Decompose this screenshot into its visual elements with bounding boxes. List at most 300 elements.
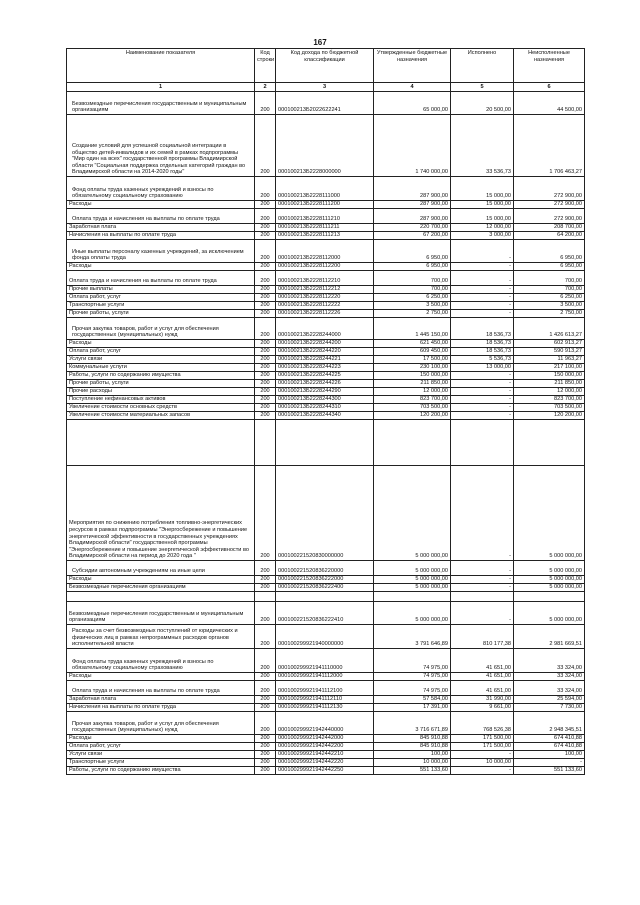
empty-cell bbox=[276, 420, 374, 466]
cell-executed: 810 177,38 bbox=[451, 625, 514, 649]
table-header-row bbox=[67, 49, 585, 83]
cell-line: 200 bbox=[255, 372, 276, 380]
cell-name: Расходы за счет безвозмездных поступлений от юридических и физических лиц в рамках непрограммных расходов органов исполнительной власти bbox=[67, 625, 255, 649]
cell-approved: 5 000 000,00 bbox=[374, 561, 451, 576]
cell-name: Иные выплаты персоналу казенных учреждений, за исключением фонда оплаты труда bbox=[67, 240, 255, 263]
cell-executed: - bbox=[451, 584, 514, 592]
cell-name: Субсидии автономным учреждениям на иные цели bbox=[67, 561, 255, 576]
cell-approved: 1 445 150,00 bbox=[374, 318, 451, 340]
cell-executed: - bbox=[451, 412, 514, 420]
table-row bbox=[67, 466, 585, 561]
cell-approved: 100,00 bbox=[374, 751, 451, 759]
header-name: Наименование показателя bbox=[67, 49, 255, 83]
spacer-row bbox=[67, 420, 585, 466]
cell-line: 200 bbox=[255, 201, 276, 209]
cell-executed: 33 536,73 bbox=[451, 115, 514, 177]
cell-name: Расходы bbox=[67, 735, 255, 743]
cell-name: Расходы bbox=[67, 340, 255, 348]
cell-approved: 6 950,00 bbox=[374, 240, 451, 263]
cell-line: 200 bbox=[255, 271, 276, 286]
cell-line: 200 bbox=[255, 380, 276, 388]
cell-name: Транспортные услуги bbox=[67, 759, 255, 767]
cell-approved: 17 391,00 bbox=[374, 704, 451, 712]
cell-name: Увеличение стоимости основных средств bbox=[67, 404, 255, 412]
cell-kbk: 000100299921941112100 bbox=[276, 681, 374, 696]
cell-kbk: 000100213Б2228112222 bbox=[276, 302, 374, 310]
table-row bbox=[67, 271, 585, 286]
cell-kbk: 000100213Б2228244226 bbox=[276, 380, 374, 388]
cell-approved: 211 850,00 bbox=[374, 380, 451, 388]
cell-line: 200 bbox=[255, 240, 276, 263]
cell-approved: 287 900,00 bbox=[374, 177, 451, 201]
cell-approved: 609 450,00 bbox=[374, 348, 451, 356]
cell-name: Коммунальные услуги bbox=[67, 364, 255, 372]
cell-executed: 171 500,00 bbox=[451, 735, 514, 743]
empty-cell bbox=[451, 420, 514, 466]
empty-cell bbox=[276, 592, 374, 602]
cell-kbk: 000100299921942442000 bbox=[276, 735, 374, 743]
cell-unexecuted: 208 700,00 bbox=[514, 224, 585, 232]
cell-approved: 5 000 000,00 bbox=[374, 576, 451, 584]
cell-approved: 3 791 646,89 bbox=[374, 625, 451, 649]
cell-name: Начисления на выплаты по оплате труда bbox=[67, 232, 255, 240]
table-row bbox=[67, 310, 585, 318]
cell-approved: 845 910,88 bbox=[374, 743, 451, 751]
cell-kbk: 000100213Б2228244220 bbox=[276, 348, 374, 356]
cell-kbk: 000100221520836222400 bbox=[276, 584, 374, 592]
cell-executed: - bbox=[451, 240, 514, 263]
cell-kbk: 000100299921941112110 bbox=[276, 696, 374, 704]
column-number: 5 bbox=[451, 83, 514, 92]
cell-line: 200 bbox=[255, 673, 276, 681]
cell-line: 200 bbox=[255, 356, 276, 364]
cell-executed: - bbox=[451, 310, 514, 318]
column-number: 2 bbox=[255, 83, 276, 92]
cell-line: 200 bbox=[255, 649, 276, 673]
cell-line: 200 bbox=[255, 396, 276, 404]
table-body bbox=[67, 92, 585, 775]
table-row bbox=[67, 743, 585, 751]
cell-unexecuted: 700,00 bbox=[514, 271, 585, 286]
cell-executed: 18 536,73 bbox=[451, 340, 514, 348]
cell-line: 200 bbox=[255, 759, 276, 767]
cell-line: 200 bbox=[255, 696, 276, 704]
cell-executed: 41 651,00 bbox=[451, 673, 514, 681]
cell-executed: 15 000,00 bbox=[451, 177, 514, 201]
cell-unexecuted: 272 900,00 bbox=[514, 177, 585, 201]
cell-line: 200 bbox=[255, 388, 276, 396]
header-executed: Исполнено bbox=[451, 49, 514, 83]
cell-executed: 18 536,73 bbox=[451, 318, 514, 340]
cell-line: 200 bbox=[255, 404, 276, 412]
cell-name: Прочие расходы bbox=[67, 388, 255, 396]
cell-line: 200 bbox=[255, 767, 276, 775]
cell-name: Расходы bbox=[67, 263, 255, 271]
cell-name: Оплата труда и начисления на выплаты по оплате труда bbox=[67, 209, 255, 224]
cell-unexecuted: 551 133,60 bbox=[514, 767, 585, 775]
cell-unexecuted: 674 410,88 bbox=[514, 743, 585, 751]
table-row bbox=[67, 356, 585, 364]
cell-approved: 551 133,60 bbox=[374, 767, 451, 775]
cell-approved: 287 900,00 bbox=[374, 201, 451, 209]
cell-kbk: 000100213Б2228112212 bbox=[276, 286, 374, 294]
table-row bbox=[67, 348, 585, 356]
cell-kbk: 000100299921942442250 bbox=[276, 767, 374, 775]
cell-unexecuted: 33 324,00 bbox=[514, 673, 585, 681]
cell-line: 200 bbox=[255, 743, 276, 751]
cell-executed: - bbox=[451, 751, 514, 759]
cell-line: 200 bbox=[255, 625, 276, 649]
table-row bbox=[67, 396, 585, 404]
cell-line: 200 bbox=[255, 92, 276, 115]
cell-name: Безвозмездные перечисления государственным и муниципальным организациям bbox=[67, 92, 255, 115]
cell-name: Начисления на выплаты по оплате труда bbox=[67, 704, 255, 712]
cell-line: 200 bbox=[255, 263, 276, 271]
cell-name: Работы, услуги по содержанию имущества bbox=[67, 767, 255, 775]
cell-line: 200 bbox=[255, 364, 276, 372]
cell-line: 200 bbox=[255, 348, 276, 356]
budget-execution-table bbox=[66, 48, 585, 775]
cell-kbk: 000100299921940000000 bbox=[276, 625, 374, 649]
cell-approved: 700,00 bbox=[374, 286, 451, 294]
page-number: 167 bbox=[313, 38, 327, 47]
cell-approved: 5 000 000,00 bbox=[374, 602, 451, 625]
cell-line: 200 bbox=[255, 302, 276, 310]
cell-executed: 12 000,00 bbox=[451, 224, 514, 232]
cell-kbk: 000100213Б2228112210 bbox=[276, 271, 374, 286]
cell-approved: 120 200,00 bbox=[374, 412, 451, 420]
cell-unexecuted: 33 324,00 bbox=[514, 681, 585, 696]
cell-unexecuted: 5 000 000,00 bbox=[514, 584, 585, 592]
cell-unexecuted: 64 200,00 bbox=[514, 232, 585, 240]
cell-executed: 5 536,73 bbox=[451, 356, 514, 364]
cell-line: 200 bbox=[255, 681, 276, 696]
cell-kbk: 000100213Б2228244340 bbox=[276, 412, 374, 420]
cell-unexecuted: 33 324,00 bbox=[514, 649, 585, 673]
cell-approved: 65 000,00 bbox=[374, 92, 451, 115]
cell-executed: 41 651,00 bbox=[451, 681, 514, 696]
table-row bbox=[67, 263, 585, 271]
table-row bbox=[67, 696, 585, 704]
cell-executed: 18 536,73 bbox=[451, 348, 514, 356]
cell-unexecuted: 211 850,00 bbox=[514, 380, 585, 388]
cell-approved: 3 500,00 bbox=[374, 302, 451, 310]
empty-cell bbox=[67, 420, 255, 466]
table-row bbox=[67, 209, 585, 224]
table-row bbox=[67, 735, 585, 743]
cell-approved: 74 975,00 bbox=[374, 681, 451, 696]
cell-approved: 287 900,00 bbox=[374, 209, 451, 224]
empty-cell bbox=[374, 420, 451, 466]
cell-unexecuted: 7 730,00 bbox=[514, 704, 585, 712]
table-row bbox=[67, 201, 585, 209]
cell-approved: 74 975,00 bbox=[374, 649, 451, 673]
cell-line: 200 bbox=[255, 177, 276, 201]
cell-name: Оплата работ, услуг bbox=[67, 743, 255, 751]
cell-unexecuted: 6 950,00 bbox=[514, 240, 585, 263]
cell-unexecuted: 1 706 463,27 bbox=[514, 115, 585, 177]
cell-approved: 67 200,00 bbox=[374, 232, 451, 240]
cell-unexecuted: - bbox=[514, 759, 585, 767]
table-row bbox=[67, 602, 585, 625]
cell-executed: - bbox=[451, 388, 514, 396]
cell-executed: 768 526,38 bbox=[451, 712, 514, 735]
cell-kbk: 000100213Б2228112200 bbox=[276, 263, 374, 271]
cell-unexecuted: 6 950,00 bbox=[514, 263, 585, 271]
cell-executed: 10 000,00 bbox=[451, 759, 514, 767]
cell-line: 200 bbox=[255, 318, 276, 340]
cell-line: 200 bbox=[255, 232, 276, 240]
cell-unexecuted: 1 426 613,27 bbox=[514, 318, 585, 340]
table-row bbox=[67, 294, 585, 302]
cell-name: Оплата труда и начисления на выплаты по оплате труда bbox=[67, 271, 255, 286]
cell-name: Прочие работы, услуги bbox=[67, 310, 255, 318]
cell-approved: 6 950,00 bbox=[374, 263, 451, 271]
cell-line: 200 bbox=[255, 602, 276, 625]
cell-kbk: 000100213Б2228111210 bbox=[276, 209, 374, 224]
table-row bbox=[67, 340, 585, 348]
header-kbk: Код дохода по бюджетной классификации bbox=[276, 49, 374, 83]
cell-name: Транспортные услуги bbox=[67, 302, 255, 310]
cell-line: 200 bbox=[255, 340, 276, 348]
cell-name: Заработная плата bbox=[67, 696, 255, 704]
cell-executed: 3 000,00 bbox=[451, 232, 514, 240]
cell-approved: 700,00 bbox=[374, 271, 451, 286]
cell-name: Увеличение стоимости материальных запасов bbox=[67, 412, 255, 420]
cell-approved: 150 000,00 bbox=[374, 372, 451, 380]
cell-approved: 3 716 671,89 bbox=[374, 712, 451, 735]
table-row bbox=[67, 232, 585, 240]
cell-executed: - bbox=[451, 767, 514, 775]
cell-name: Оплата работ, услуг bbox=[67, 348, 255, 356]
cell-kbk: 000100213Б2228111211 bbox=[276, 224, 374, 232]
cell-unexecuted: 602 913,27 bbox=[514, 340, 585, 348]
cell-kbk: 000100299921942440000 bbox=[276, 712, 374, 735]
cell-unexecuted: 44 500,00 bbox=[514, 92, 585, 115]
cell-name: Фонд оплаты труда казенных учреждений и взносы по обязательному социальному страхованию bbox=[67, 177, 255, 201]
cell-unexecuted: 150 000,00 bbox=[514, 372, 585, 380]
cell-approved: 5 000 000,00 bbox=[374, 584, 451, 592]
cell-kbk: 000100213Б2022622241 bbox=[276, 92, 374, 115]
cell-executed: - bbox=[451, 271, 514, 286]
cell-kbk: 000100221520836222410 bbox=[276, 602, 374, 625]
cell-executed: - bbox=[451, 576, 514, 584]
cell-executed: 15 000,00 bbox=[451, 201, 514, 209]
cell-kbk: 000100213Б2228111213 bbox=[276, 232, 374, 240]
empty-cell bbox=[451, 592, 514, 602]
cell-approved: 74 975,00 bbox=[374, 673, 451, 681]
table-row bbox=[67, 318, 585, 340]
table-row bbox=[67, 712, 585, 735]
header-unexecuted: Неисполненные назначения bbox=[514, 49, 585, 83]
cell-kbk: 000100213Б2228244290 bbox=[276, 388, 374, 396]
cell-approved: 220 700,00 bbox=[374, 224, 451, 232]
cell-executed: - bbox=[451, 396, 514, 404]
cell-executed: 13 000,00 bbox=[451, 364, 514, 372]
cell-unexecuted: 590 913,27 bbox=[514, 348, 585, 356]
table-row bbox=[67, 240, 585, 263]
cell-unexecuted: 823 700,00 bbox=[514, 396, 585, 404]
cell-unexecuted: 700,00 bbox=[514, 286, 585, 294]
table-row bbox=[67, 115, 585, 177]
cell-line: 200 bbox=[255, 751, 276, 759]
cell-line: 200 bbox=[255, 286, 276, 294]
cell-line: 200 bbox=[255, 735, 276, 743]
cell-unexecuted: 217 100,00 bbox=[514, 364, 585, 372]
cell-unexecuted: 2 750,00 bbox=[514, 310, 585, 318]
cell-executed: 15 000,00 bbox=[451, 209, 514, 224]
cell-unexecuted: 120 200,00 bbox=[514, 412, 585, 420]
cell-name: Мероприятия по снижению потребления топливно-энергетических ресурсов в рамках подпрограммы "Энергосбережение и повышение энергетической эффективности в государственных учреждениях Владимирской области" государственной программы "Энергосбережение и повышение энергетической эффективности во Владимирской области на период до 2020 года " bbox=[67, 466, 255, 561]
cell-name: Оплата труда и начисления на выплаты по оплате труда bbox=[67, 681, 255, 696]
cell-unexecuted: 5 000 000,00 bbox=[514, 576, 585, 584]
cell-kbk: 000100213Б2228244310 bbox=[276, 404, 374, 412]
empty-cell bbox=[514, 592, 585, 602]
cell-unexecuted: 11 963,27 bbox=[514, 356, 585, 364]
cell-name: Услуги связи bbox=[67, 751, 255, 759]
cell-kbk: 000100299921942442200 bbox=[276, 743, 374, 751]
cell-executed: - bbox=[451, 404, 514, 412]
cell-kbk: 000100213Б2228112220 bbox=[276, 294, 374, 302]
cell-approved: 6 250,00 bbox=[374, 294, 451, 302]
cell-kbk: 000100213Б2228244200 bbox=[276, 340, 374, 348]
cell-kbk: 000100213Б2228112000 bbox=[276, 240, 374, 263]
table-row bbox=[67, 625, 585, 649]
cell-unexecuted: 100,00 bbox=[514, 751, 585, 759]
cell-name: Безвозмездные перечисления организациям bbox=[67, 584, 255, 592]
cell-unexecuted: 25 594,00 bbox=[514, 696, 585, 704]
cell-line: 200 bbox=[255, 294, 276, 302]
cell-kbk: 000100221520836222000 bbox=[276, 576, 374, 584]
cell-approved: 823 700,00 bbox=[374, 396, 451, 404]
cell-name: Безвозмездные перечисления государственным и муниципальным организациям bbox=[67, 602, 255, 625]
cell-unexecuted: 703 500,00 bbox=[514, 404, 585, 412]
cell-name: Оплата работ, услуг bbox=[67, 294, 255, 302]
cell-unexecuted: 5 000 000,00 bbox=[514, 561, 585, 576]
empty-cell bbox=[374, 592, 451, 602]
cell-kbk: 000100213Б2228111200 bbox=[276, 201, 374, 209]
cell-approved: 1 740 000,00 bbox=[374, 115, 451, 177]
cell-approved: 703 500,00 bbox=[374, 404, 451, 412]
table-row bbox=[67, 704, 585, 712]
spacer-row bbox=[67, 592, 585, 602]
cell-line: 200 bbox=[255, 224, 276, 232]
cell-executed: - bbox=[451, 263, 514, 271]
cell-line: 200 bbox=[255, 561, 276, 576]
cell-approved: 12 000,00 bbox=[374, 388, 451, 396]
cell-name: Создание условий для успешной социальной интеграции в общество детей-инвалидов и их семей в рамках подпрограммы "Мир один на всех" государственной программы Владимирской области "Социальная поддержка отдельных категорий граждан во Владимирской области на 2014-2020 годы" bbox=[67, 115, 255, 177]
cell-kbk: 000100299921942442210 bbox=[276, 751, 374, 759]
cell-kbk: 000100213Б2228244221 bbox=[276, 356, 374, 364]
cell-name: Расходы bbox=[67, 576, 255, 584]
table-row bbox=[67, 92, 585, 115]
cell-executed: 171 500,00 bbox=[451, 743, 514, 751]
table-row bbox=[67, 576, 585, 584]
table-row bbox=[67, 302, 585, 310]
cell-line: 200 bbox=[255, 310, 276, 318]
cell-name: Прочая закупка товаров, работ и услуг для обеспечения государственных (муниципальных) нужд bbox=[67, 712, 255, 735]
table-row bbox=[67, 388, 585, 396]
cell-executed: - bbox=[451, 302, 514, 310]
header-approved: Утвержденные бюджетные назначения bbox=[374, 49, 451, 83]
cell-kbk: 000100221520830000000 bbox=[276, 466, 374, 561]
cell-unexecuted: 272 900,00 bbox=[514, 201, 585, 209]
cell-executed: 20 500,00 bbox=[451, 92, 514, 115]
cell-name: Расходы bbox=[67, 673, 255, 681]
table-row bbox=[67, 372, 585, 380]
cell-executed: - bbox=[451, 294, 514, 302]
cell-unexecuted: 5 000 000,00 bbox=[514, 602, 585, 625]
cell-name: Прочая закупка товаров, работ и услуг для обеспечения государственных (муниципальных) нужд bbox=[67, 318, 255, 340]
cell-name: Работы, услуги по содержанию имущества bbox=[67, 372, 255, 380]
cell-name: Прочие работы, услуги bbox=[67, 380, 255, 388]
table-row bbox=[67, 673, 585, 681]
cell-name: Прочие выплаты bbox=[67, 286, 255, 294]
table-row bbox=[67, 364, 585, 372]
cell-unexecuted: 272 900,00 bbox=[514, 209, 585, 224]
table-row bbox=[67, 767, 585, 775]
table-row bbox=[67, 380, 585, 388]
table-row bbox=[67, 412, 585, 420]
table-row bbox=[67, 751, 585, 759]
cell-approved: 230 100,00 bbox=[374, 364, 451, 372]
column-number: 1 bbox=[67, 83, 255, 92]
table-row bbox=[67, 404, 585, 412]
cell-kbk: 000100299921942442220 bbox=[276, 759, 374, 767]
cell-unexecuted: 674 410,88 bbox=[514, 735, 585, 743]
cell-approved: 5 000 000,00 bbox=[374, 466, 451, 561]
cell-kbk: 000100213Б2228244300 bbox=[276, 396, 374, 404]
table-row bbox=[67, 584, 585, 592]
cell-unexecuted: 2 981 669,51 bbox=[514, 625, 585, 649]
cell-approved: 845 910,88 bbox=[374, 735, 451, 743]
table-row bbox=[67, 649, 585, 673]
cell-executed: - bbox=[451, 561, 514, 576]
cell-name: Услуги связи bbox=[67, 356, 255, 364]
cell-executed: - bbox=[451, 380, 514, 388]
cell-kbk: 000100213Б2228244223 bbox=[276, 364, 374, 372]
cell-unexecuted: 12 000,00 bbox=[514, 388, 585, 396]
table-row bbox=[67, 561, 585, 576]
cell-executed: - bbox=[451, 466, 514, 561]
cell-line: 200 bbox=[255, 576, 276, 584]
cell-executed: - bbox=[451, 602, 514, 625]
cell-approved: 10 000,00 bbox=[374, 759, 451, 767]
empty-cell bbox=[255, 592, 276, 602]
cell-name: Фонд оплаты труда казенных учреждений и взносы по обязательному социальному страхованию bbox=[67, 649, 255, 673]
cell-unexecuted: 6 250,00 bbox=[514, 294, 585, 302]
table-row bbox=[67, 224, 585, 232]
cell-line: 200 bbox=[255, 209, 276, 224]
cell-kbk: 000100213Б2228112226 bbox=[276, 310, 374, 318]
empty-cell bbox=[255, 420, 276, 466]
column-number: 4 bbox=[374, 83, 451, 92]
cell-kbk: 000100213Б2228244225 bbox=[276, 372, 374, 380]
cell-unexecuted: 3 500,00 bbox=[514, 302, 585, 310]
cell-executed: - bbox=[451, 286, 514, 294]
cell-approved: 621 450,00 bbox=[374, 340, 451, 348]
cell-approved: 57 584,00 bbox=[374, 696, 451, 704]
cell-approved: 17 500,00 bbox=[374, 356, 451, 364]
cell-unexecuted: 5 000 000,00 bbox=[514, 466, 585, 561]
cell-line: 200 bbox=[255, 115, 276, 177]
cell-unexecuted: 2 948 345,51 bbox=[514, 712, 585, 735]
column-number: 6 bbox=[514, 83, 585, 92]
cell-kbk: 000100213Б2228244000 bbox=[276, 318, 374, 340]
cell-name: Поступление нефинансовых активов bbox=[67, 396, 255, 404]
cell-line: 200 bbox=[255, 712, 276, 735]
cell-line: 200 bbox=[255, 412, 276, 420]
